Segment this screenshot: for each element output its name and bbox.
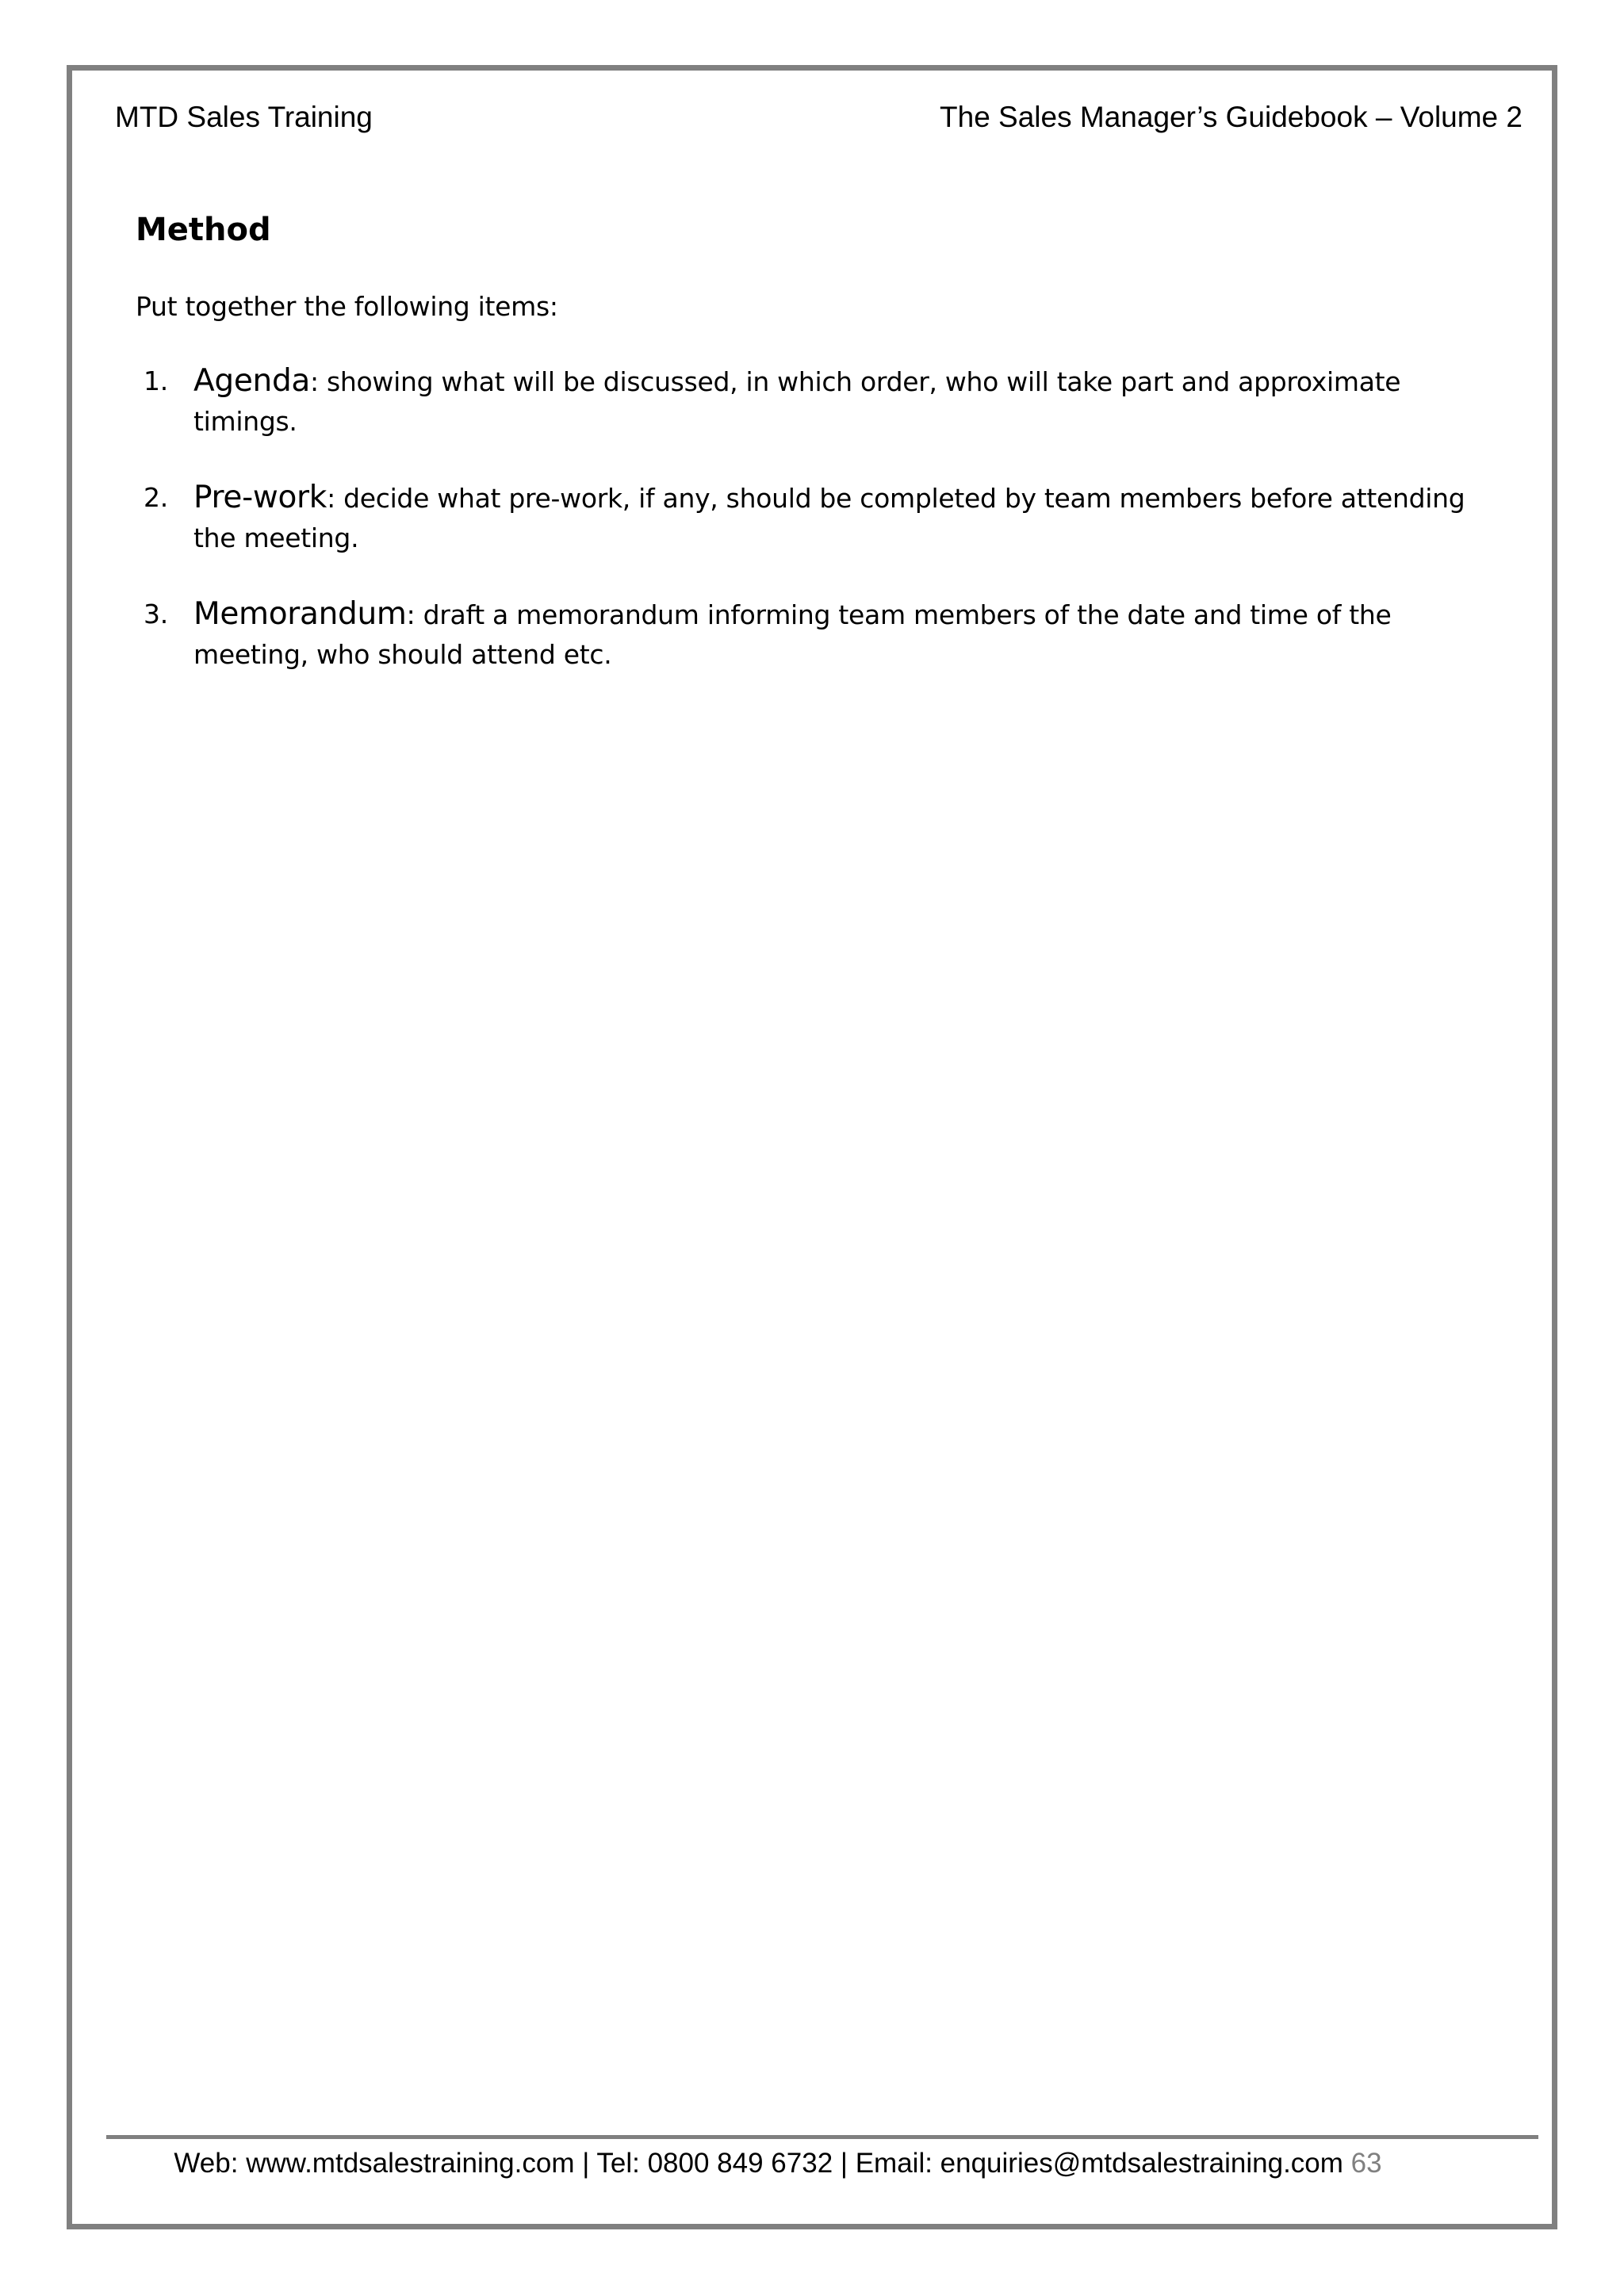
list-item-memorandum <box>136 595 1494 675</box>
list-item-term: Agenda <box>193 363 311 399</box>
list-item-number: 1. <box>144 365 168 396</box>
list-item-number: 2. <box>144 482 168 513</box>
header-book-title: The Sales Manager’s Guidebook – Volume 2 <box>940 101 1522 133</box>
header-company-name: MTD Sales Training <box>115 101 373 133</box>
page-number: 63 <box>1350 2148 1382 2179</box>
list-item-term: Pre-work <box>193 480 327 515</box>
method-list <box>136 362 1484 675</box>
list-item-term: Memorandum <box>193 596 407 632</box>
list-item-number: 3. <box>144 599 168 629</box>
main-content <box>136 208 1484 711</box>
intro-text: Put together the following items: <box>136 291 558 322</box>
list-item-description: : decide what pre-work, if any, should be completed by team members before attending the meeting. <box>193 483 1465 553</box>
footer <box>0 2144 1624 2183</box>
list-item-description: : draft a memorandum informing team members of the date and time of the meeting, who should attend etc. <box>193 599 1392 670</box>
footer-divider <box>106 2135 1538 2139</box>
list-item-agenda <box>136 362 1494 442</box>
footer-contact-info: Web: www.mtdsalestraining.com | Tel: 0800 849 6732 | Email: enquiries@mtdsalestraining.com <box>174 2148 1343 2179</box>
section-title: Method <box>136 212 271 248</box>
list-item-description: : showing what will be discussed, in which order, who will take part and approximate timings. <box>193 366 1401 437</box>
list-item-pre-work <box>136 478 1494 558</box>
